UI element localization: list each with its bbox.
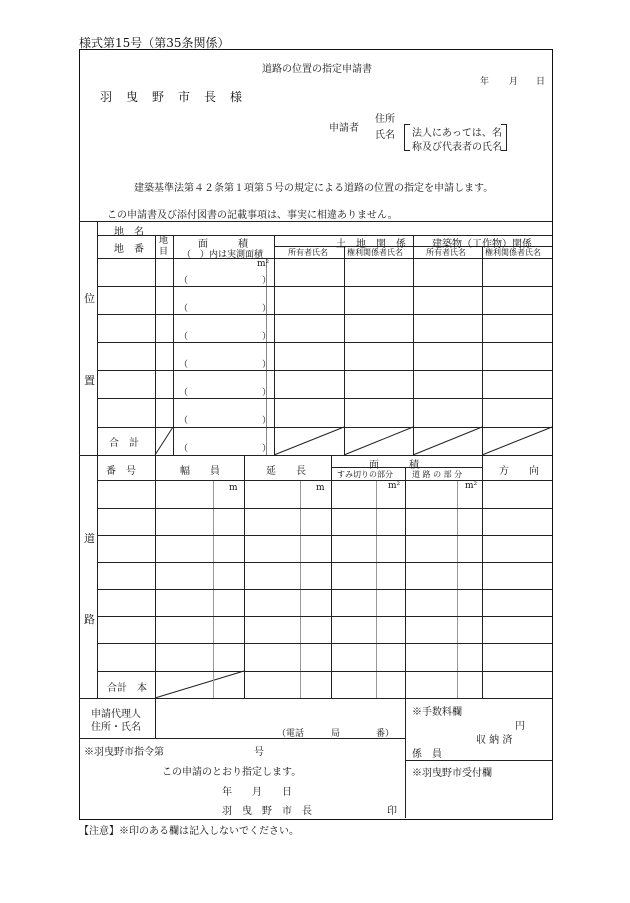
- agent-label-line1: 申請代理人: [91, 709, 141, 720]
- road-length-header: 延 長: [266, 466, 306, 477]
- addressee: 羽 曳 野 市 長 様: [100, 90, 244, 104]
- designation-mayor: 羽 曳 野 市 長: [222, 806, 312, 817]
- paren-close: ）: [262, 332, 272, 342]
- form-number: 様式第15号（第35条関係）: [79, 36, 230, 50]
- date-year-label: 年: [480, 77, 490, 87]
- rule: [97, 643, 552, 644]
- road-number-header: 番 号: [106, 466, 136, 477]
- position-side-label-2: 置: [84, 374, 95, 387]
- road-side-label-1: 道: [84, 532, 95, 545]
- road-side-label-2: 路: [84, 613, 95, 626]
- fee-yen: 円: [515, 721, 525, 732]
- applicant-note-line1: 法人にあっては、名: [412, 128, 502, 139]
- road-part-header: 道 路 の 部 分: [412, 470, 463, 479]
- rule: [97, 671, 552, 672]
- rule: [79, 698, 552, 699]
- applicant-label: 申請者: [329, 123, 359, 134]
- footer-note: 【注意】※印のある欄は記入しないでください。: [79, 826, 299, 837]
- paren-open: （: [179, 444, 189, 454]
- agent-phone: （電話 局 番）: [277, 729, 395, 739]
- paren-open: （: [179, 332, 189, 342]
- rule: [97, 562, 552, 563]
- fee-received: 収 納 済: [476, 735, 513, 746]
- land-rights-header: 権利関係者氏名: [347, 248, 403, 257]
- direction-header: 方 向: [499, 466, 539, 477]
- rule: [97, 616, 552, 617]
- fee-label: ※手数料欄: [412, 707, 462, 718]
- paren-open: （: [179, 304, 189, 314]
- fee-staff: 係 員: [412, 749, 442, 760]
- road-total-label: 合計 本: [107, 683, 147, 694]
- date-day-label: 日: [536, 77, 546, 87]
- paren-close: ）: [262, 388, 272, 398]
- road-area-header: 面 積: [369, 460, 419, 471]
- paren-close: ）: [262, 416, 272, 426]
- paren-open: （: [179, 388, 189, 398]
- designation-date: 年 月 日: [222, 787, 292, 798]
- building-relation-header: 建築物（工作物）関係: [432, 239, 532, 250]
- paren-close: ）: [262, 444, 272, 454]
- width-unit: m: [229, 483, 238, 493]
- land-relation-header: 土 地 関 係: [336, 239, 406, 250]
- lot-number-label: 地 番: [114, 244, 144, 255]
- land-category-label: 地目: [159, 236, 169, 257]
- rule: [405, 760, 552, 761]
- applicant-note-line2: 称及び代表者の氏名: [412, 142, 502, 153]
- designation-text: この申請のとおり指定します。: [162, 767, 302, 778]
- building-owner-header: 所有者氏名: [426, 248, 466, 257]
- paren-open: （: [179, 360, 189, 370]
- corner-area-unit: m²: [388, 481, 401, 491]
- paren-open: （: [179, 416, 189, 426]
- rule: [97, 480, 552, 481]
- rule: [482, 455, 483, 698]
- declaration: この申請書及び添付図書の記載事項は、事実に相違ありません。: [107, 210, 398, 221]
- corner-cut-header: すみ切りの部分: [337, 470, 393, 479]
- rule: [97, 589, 552, 590]
- rule: [331, 455, 332, 698]
- position-total-label: 合 計: [109, 438, 139, 449]
- rule: [244, 455, 245, 698]
- rule: [97, 535, 552, 536]
- paren-open: （: [179, 276, 189, 286]
- land-owner-header: 所有者氏名: [288, 248, 328, 257]
- area-sub-header: （ ）内は実測面積: [182, 250, 264, 260]
- address-label: 住所: [375, 114, 395, 125]
- rule: [155, 698, 156, 738]
- reception-label: ※羽曳野市受付欄: [412, 768, 492, 779]
- rule: [405, 698, 406, 818]
- road-area-unit: m²: [465, 481, 478, 491]
- designation-seal: 印: [387, 806, 397, 817]
- name-label: 氏名: [375, 130, 395, 141]
- building-rights-header: 権利関係者氏名: [485, 248, 541, 257]
- paren-close: ）: [262, 304, 272, 314]
- road-width-header: 幅 員: [180, 466, 220, 477]
- designation-number-suffix: 号: [254, 747, 264, 758]
- rule: [97, 508, 552, 509]
- place-name-label: 地 名: [114, 227, 144, 238]
- rule: [97, 455, 98, 698]
- paren-close: ）: [262, 360, 272, 370]
- statement: 建築基準法第４２条第１項第５号の規定による道路の位置の指定を申請します。: [134, 183, 494, 194]
- area-unit: m²: [257, 259, 270, 269]
- area-header: 面 積: [198, 239, 248, 250]
- rule: [155, 455, 156, 698]
- form-title: 道路の位置の指定申請書: [262, 64, 372, 75]
- paren-close: ）: [262, 276, 272, 286]
- agent-label-line2: 住所・氏名: [91, 722, 141, 733]
- rule: [405, 467, 406, 698]
- position-side-label-1: 位: [84, 292, 95, 305]
- date-month-label: 月: [509, 77, 519, 87]
- length-unit: m: [316, 483, 325, 493]
- designation-number-label: ※羽曳野市指令第: [84, 747, 164, 758]
